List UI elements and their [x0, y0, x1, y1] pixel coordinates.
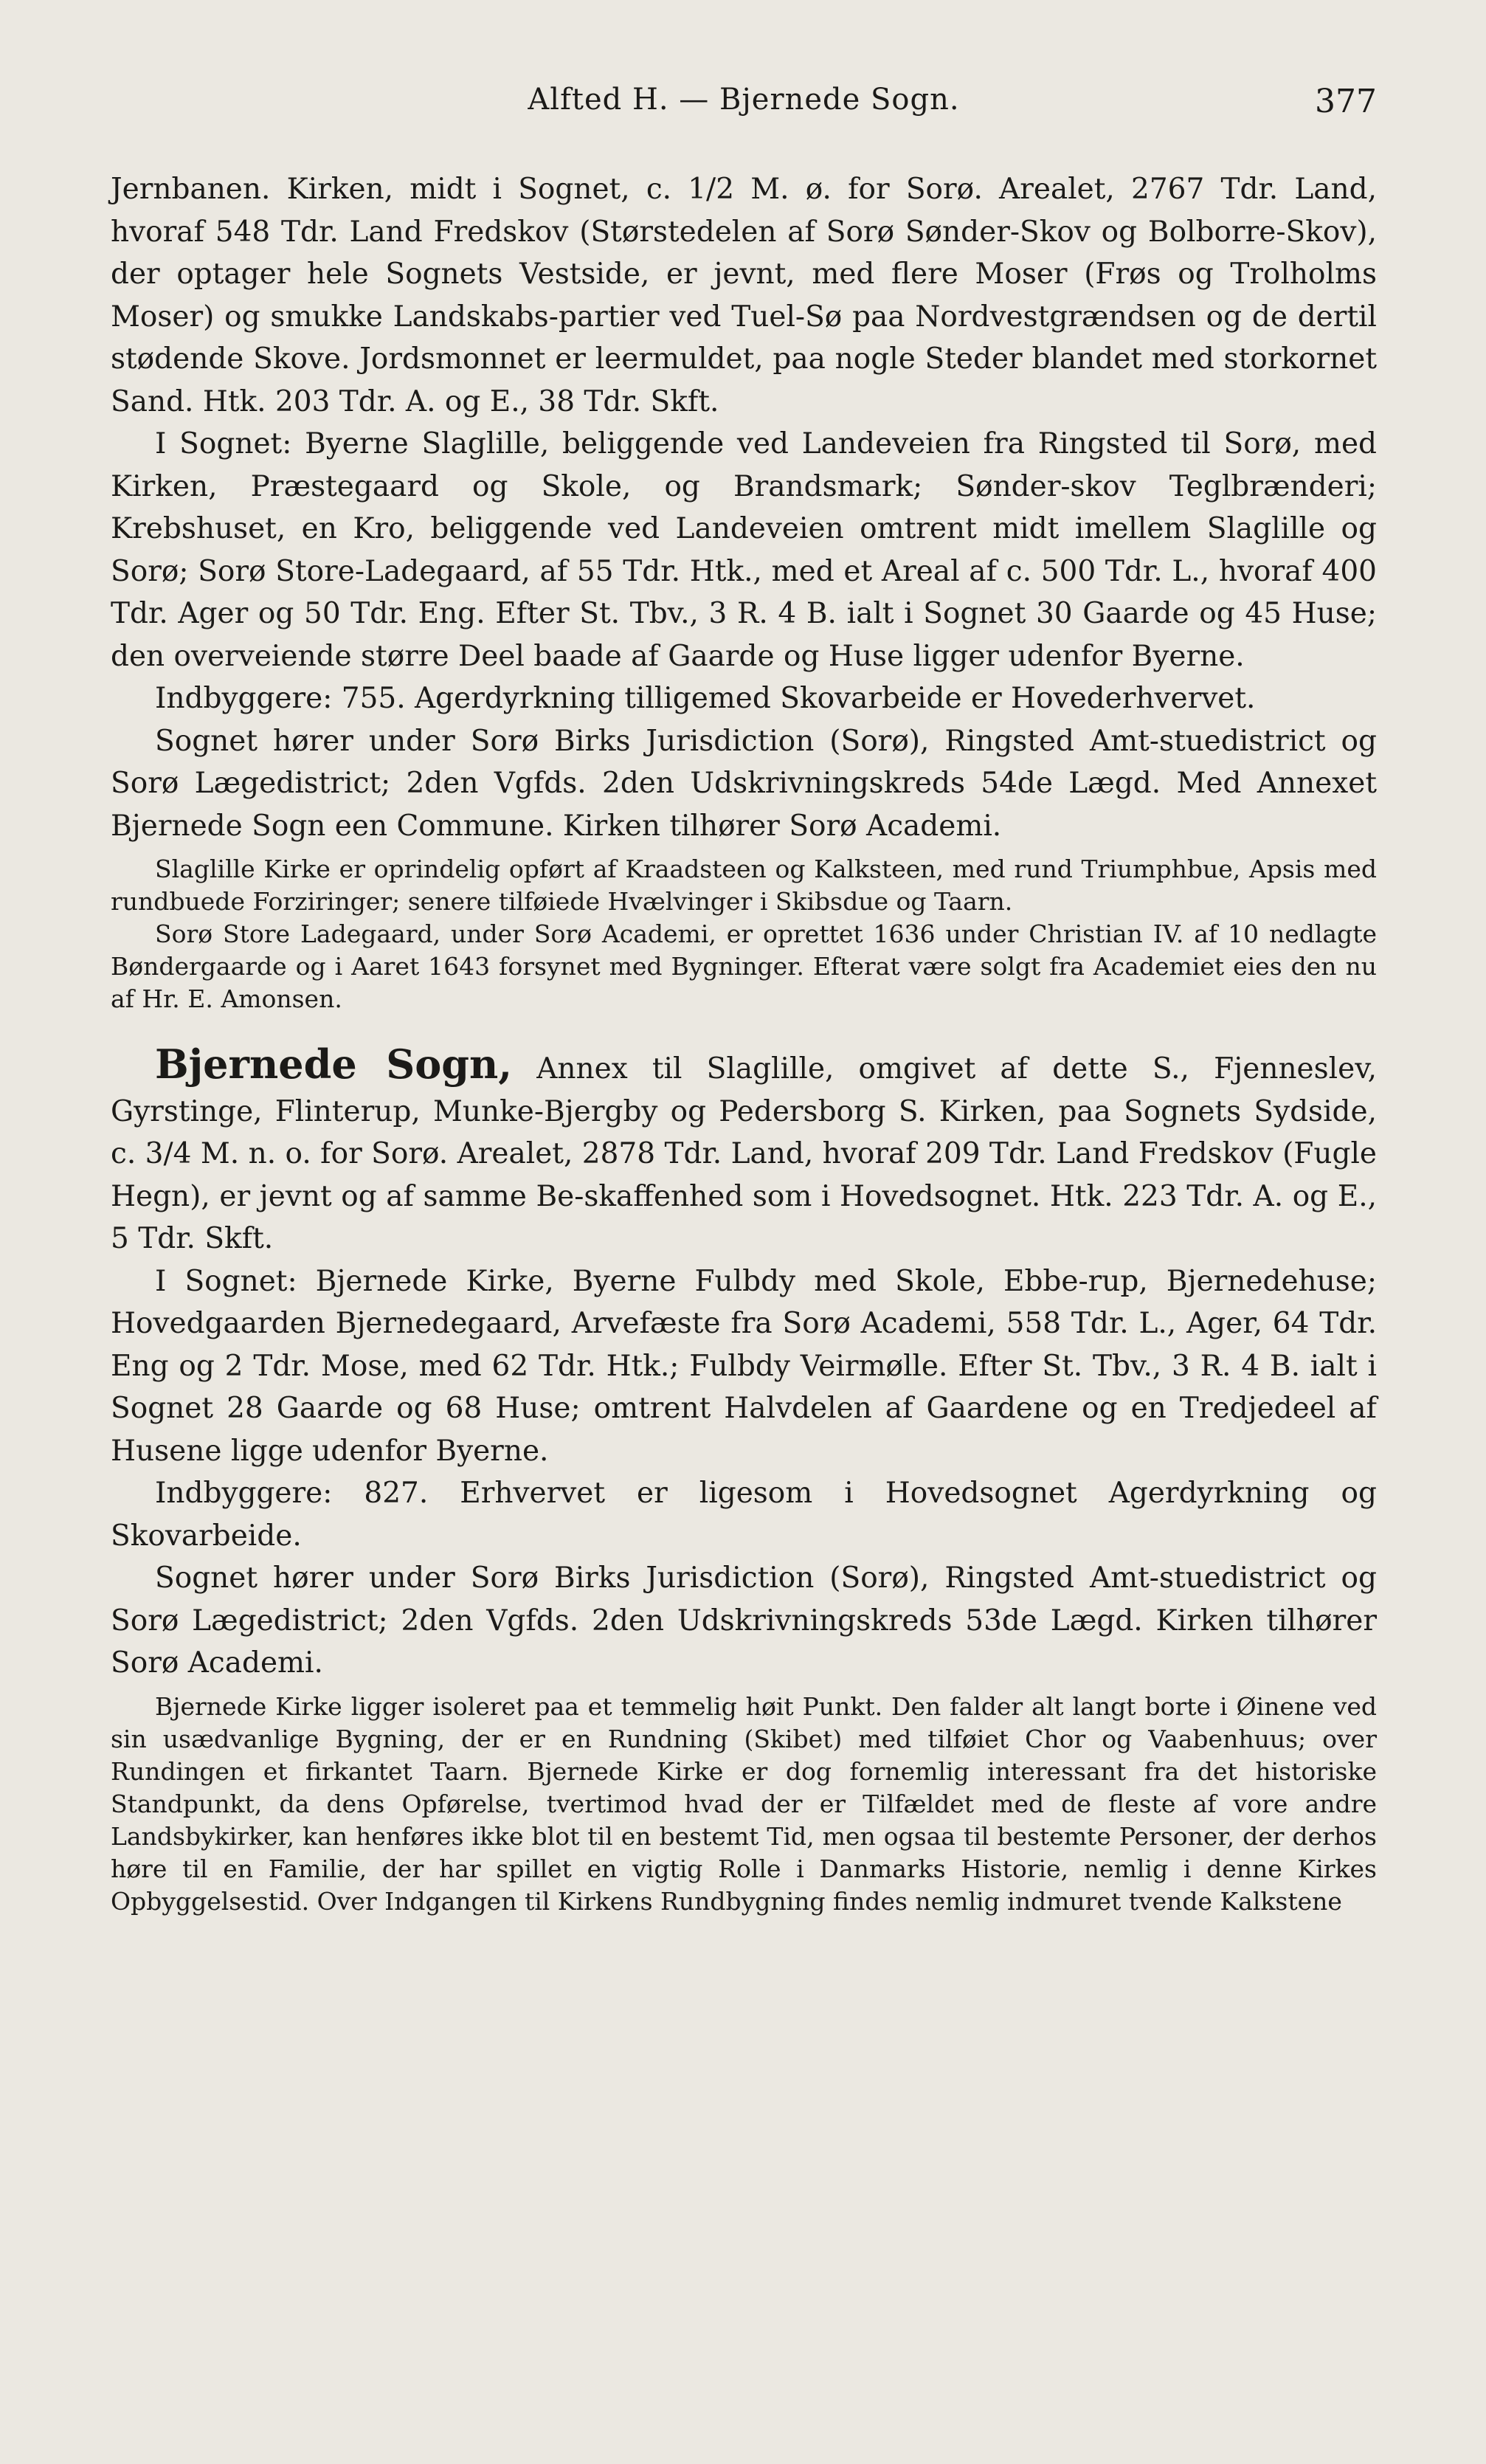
- spacer: [111, 1015, 1377, 1043]
- paragraph: I Sognet: Byerne Slaglille, beliggende ved Landeveien fra Ringsted til Sorø, med Kirken, Præstegaard og Skole, og Brandsmark; Sønder-skov Teglbrænderi; Krebshuset, en Kro, beliggende ved Landeveien omtrent midt imellem Slaglille og Sorø; Sorø Store-Ladegaard, af 55 Tdr. Htk., med et Areal af c. 500 Tdr. L., hvoraf 400 Tdr. Ager og 50 Tdr. Eng. Efter St. Tbv., 3 R. 4 B. ialt i Sognet 30 Gaarde og 45 Huse; den overveiende større Deel baade af Gaarde og Huse ligger udenfor Byerne.: [111, 427, 1377, 673]
- page-number: 377: [1315, 83, 1377, 120]
- spacer: [111, 847, 1377, 853]
- paragraph: I Sognet: Bjernede Kirke, Byerne Fulbdy med Skole, Ebbe-rup, Bjernedehuse; Hovedgaarden Bjernedegaard, Arvefæste fra Sorø Academi, 558 Tdr. L., Ager, 64 Tdr. Eng og 2 Tdr. Mose, med 62 Tdr. Htk.; Fulbdy Veirmølle. Efter St. Tbv., 3 R. 4 B. ialt i Sognet 28 Gaarde og 68 Huse; omtrent Halvdelen af Gaardene og en Tredjedeel af Husene ligge udenfor Byerne.: [111, 1264, 1377, 1468]
- section-intro-text: Annex til Slaglille, omgivet af dette S., Fjenneslev, Gyrstinge, Flinterup, Munke-Bjergby og Pedersborg S. Kirken, paa Sognets Sydside, c. 3/4 M. n. o. for Sorø. Arealet, 2878 Tdr. Land, hvoraf 209 Tdr. Land Fredskov (Fugle Hegn), er jevnt og af samme Be-skaffenhed som i Hovedsognet. Htk. 223 Tdr. A. og E., 5 Tdr. Skft.: [111, 1052, 1378, 1255]
- running-head: Alfted H. — Bjernede Sogn.: [528, 83, 960, 117]
- paragraph: Indbyggere: 827. Erhvervet er ligesom i Hovedsognet Agerdyrkning og Skovarbeide.: [111, 1477, 1377, 1553]
- footnote: Sorø Store Ladegaard, under Sorø Academi, er oprettet 1636 under Christian IV. af 10 nedlagte Bøndergaarde og i Aaret 1643 forsynet med Bygninger. Efterat være solgt fra Academiet eies den nu af Hr. E. Amonsen.: [111, 919, 1377, 1013]
- paragraph: Sognet hører under Sorø Birks Jurisdiction (Sorø), Ringsted Amt-stuedistrict og Sorø Lægedistrict; 2den Vgfds. 2den Udskrivningskreds 53de Lægd. Kirken tilhører Sorø Academi.: [111, 1561, 1377, 1680]
- paragraph: Sognet hører under Sorø Birks Jurisdiction (Sorø), Ringsted Amt-stuedistrict og Sorø Lægedistrict; 2den Vgfds. 2den Udskrivningskreds 54de Lægd. Med Annexet Bjernede Sogn een Commune. Kirken tilhører Sorø Academi.: [111, 724, 1377, 843]
- spacer: [111, 1685, 1377, 1691]
- page-header: [111, 83, 1377, 127]
- paragraph: Jernbanen. Kirken, midt i Sognet, c. 1/2 M. ø. for Sorø. Arealet, 2767 Tdr. Land, hvoraf 548 Tdr. Land Fredskov (Størstedelen af Sorø Sønder-Skov og Bolborre-Skov), der optager hele Sognets Vestside, er jevnt, med flere Moser (Frøs og Trolholms Moser) og smukke Landskabs-partier ved Tuel-Sø paa Nordvestgrændsen og de dertil stødende Skove. Jordsmonnet er leermuldet, paa nogle Steder blandet med storkornet Sand. Htk. 203 Tdr. A. og E., 38 Tdr. Skft.: [111, 173, 1377, 418]
- page-body: [111, 168, 1377, 1918]
- paragraph: Indbyggere: 755. Agerdyrkning tilligemed Skovarbeide er Hovederhvervet.: [155, 682, 1256, 715]
- footnote: Bjernede Kirke ligger isoleret paa et temmelig høit Punkt. Den falder alt langt borte i Øinene ved sin usædvanlige Bygning, der er en Rundning (Skibet) med tilføiet Chor og Vaabenhuus; over Rundingen et firkantet Taarn. Bjernede Kirke er dog fornemlig interessant fra det historiske Standpunkt, da dens Opførelse, tvertimod hvad der er Tilfældet med de fleste af vore andre Landsbykirker, kan henføres ikke blot til en bestemt Tid, men ogsaa til bestemte Personer, der derhos høre til en Familie, der har spillet en vigtig Rolle i Danmarks Historie, nemlig i denne Kirkes Opbyggelsestid. Over Indgangen til Kirkens Rundbygning findes nemlig indmuret tvende Kalkstene: [111, 1691, 1377, 1916]
- footnote: Slaglille Kirke er oprindelig opført af Kraadsteen og Kalksteen, med rund Triumphbue, Apsis med rundbuede Forziringer; senere tilføiede Hvælvinger i Skibsdue og Taarn.: [111, 855, 1377, 916]
- section-intro: [111, 1043, 1377, 1260]
- section-heading: Bjernede Sogn,: [155, 1041, 513, 1088]
